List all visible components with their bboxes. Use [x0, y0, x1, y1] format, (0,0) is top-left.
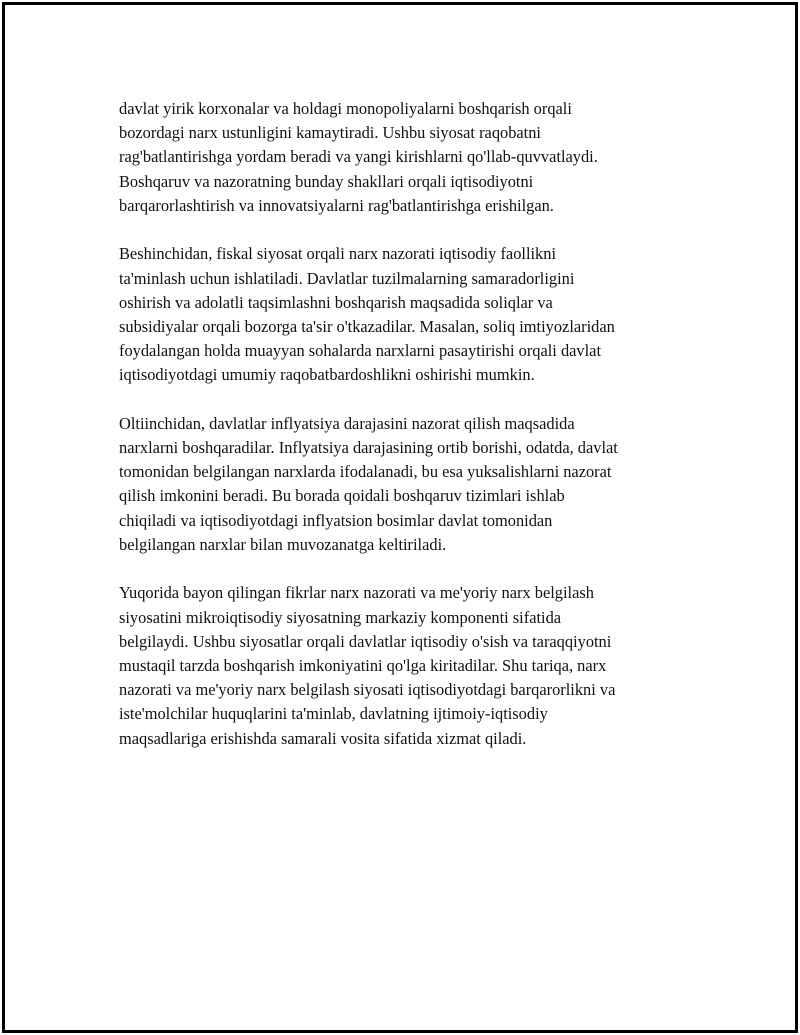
paragraph-1: davlat yirik korxonalar va holdagi monopoliyalarni boshqarish orqali bozordagi narx ustunligini kamaytiradi. Ushbu siyosat raqobatni rag'batlantirishga yordam beradi va yangi kirishlarni qo'llab-quvvatlaydi. Boshqaruv va nazoratning bunday shakllari orqali iqtisodiyotni barqarorlashtirish va innovatsiyalarni rag'batlantirishga erishilgan. — [119, 99, 598, 215]
paragraph-2: Beshinchidan, fiskal siyosat orqali narx nazorati iqtisodiy faollikni ta'minlash uchun ishlatiladi. Davlatlar tuzilmalarning samaradorligini oshirish va adolatli taqsimlashni boshqarish maqsadida soliqlar va subsidiyalar orqali bozorga ta'sir o'tkazadilar. Masalan, soliq imtiyozlaridan foydalangan holda muayyan sohalarda narxlarni pasaytirishi orqali davlat iqtisodiyotdagi umumiy raqobatbardoshlikni oshirishi mumkin. — [119, 244, 615, 385]
page-frame — [2, 2, 798, 1033]
paragraph-3: Oltiinchidan, davlatlar inflyatsiya darajasini nazorat qilish maqsadida narxlarni boshqaradilar. Inflyatsiya darajasining ortib borishi, odatda, davlat tomonidan belgilangan narxlarda ifodalanadi, bu esa yuksalishlarni nazorat qilish imkonini beradi. Bu borada qoidali boshqaruv tizimlari ishlab chiqiladi va iqtisodiyotdagi inflyatsion bosimlar davlat tomonidan belgilangan narxlar bilan muvozanatga keltiriladi. — [119, 413, 618, 554]
document-body — [119, 97, 695, 775]
paragraph-4: Yuqorida bayon qilingan fikrlar narx nazorati va me'yoriy narx belgilash siyosatini mikroiqtisodiy siyosatning markaziy komponenti sifatida belgilaydi. Ushbu siyosatlar orqali davlatlar iqtisodiy o'sish va taraqqiyotni mustaqil tarzda boshqarish imkoniyatini qo'lga kiritadilar. Shu tariqa, narx nazorati va me'yoriy narx belgilash siyosati iqtisodiyotdagi barqarorlikni va iste'molchilar huquqlarini ta'minlab, davlatning ijtimoiy-iqtisodiy maqsadlariga erishishda samarali vosita sifatida xizmat qiladi. — [119, 583, 616, 748]
